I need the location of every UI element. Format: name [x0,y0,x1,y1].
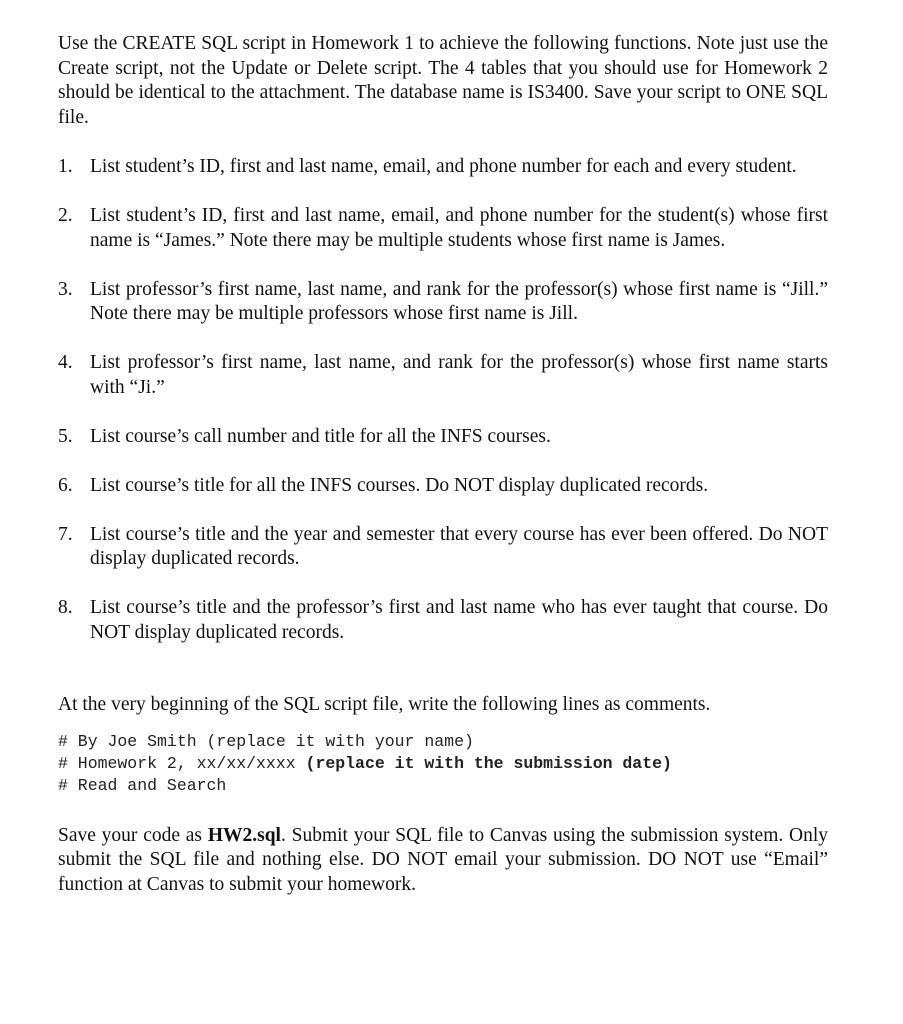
submission-instructions [58,824,828,898]
task-number: 2. [58,205,73,226]
document-page [58,32,828,897]
comments-instruction: At the very beginning of the SQL script file, write the following lines as comments. [58,694,711,715]
task-number: 4. [58,352,73,373]
code-line-homework-text: # Homework 2, xx/xx/xxxx [58,753,306,773]
task-text: List professor’s first name, last name, and rank for the professor(s) whose first name starts with “Ji.” [90,352,828,398]
list-item [58,351,828,400]
code-line-title: # Read and Search [58,775,227,795]
closing-text-end: . Submit your SQL file to Canvas using the submission system. Only submit the SQL file and nothing else. DO NOT email your submission. DO NOT use “Email” function at Canvas to submit your homework. [58,824,829,895]
task-text: List course’s title and the professor’s first and last name who has ever taught that course. Do NOT display duplicated records. [90,597,828,643]
list-item [58,596,828,645]
task-number: 8. [58,597,73,618]
list-item [58,155,828,180]
list-item [58,474,828,499]
task-text: List student’s ID, first and last name, email, and phone number for each and every student. [90,156,797,177]
code-line-homework-note: (replace it with the submission date) [305,753,672,773]
list-item [58,425,828,450]
task-text: List student’s ID, first and last name, email, and phone number for the student(s) whose first name is “James.” Note there may be multiple students whose first name is James. [90,205,828,251]
task-text: List professor’s first name, last name, and rank for the professor(s) whose first name is “Jill.” Note there may be multiple professors whose first name is Jill. [90,278,828,324]
task-number: 5. [58,425,73,447]
list-item [58,278,828,327]
task-list [58,155,828,645]
closing-text-start: Save your code as [58,824,208,846]
task-number: 7. [58,523,73,545]
list-item [58,523,828,572]
task-text: List course’s title and the year and semester that every course has ever been offered. Do NOT display duplicated records. [90,523,828,569]
task-text: List course’s title for all the INFS courses. Do NOT display duplicated records. [90,474,709,496]
intro-paragraph: Use the CREATE SQL script in Homework 1 to achieve the following functions. Note just use the Create script, not the Update or Delete script. The 4 tables that you should use for Homework 2 should be identical to the attachment. The database name is IS3400. Save your script to ONE SQL file. [58,33,828,128]
code-block [58,731,828,797]
task-number: 1. [58,156,73,177]
code-line-homework [58,753,828,775]
task-number: 3. [58,278,73,300]
task-text: List course’s call number and title for all the INFS courses. [90,425,551,447]
list-item [58,204,828,253]
code-line-author: # By Joe Smith (replace it with your name) [58,731,474,751]
filename: HW2.sql [207,824,281,846]
task-number: 6. [58,474,73,496]
